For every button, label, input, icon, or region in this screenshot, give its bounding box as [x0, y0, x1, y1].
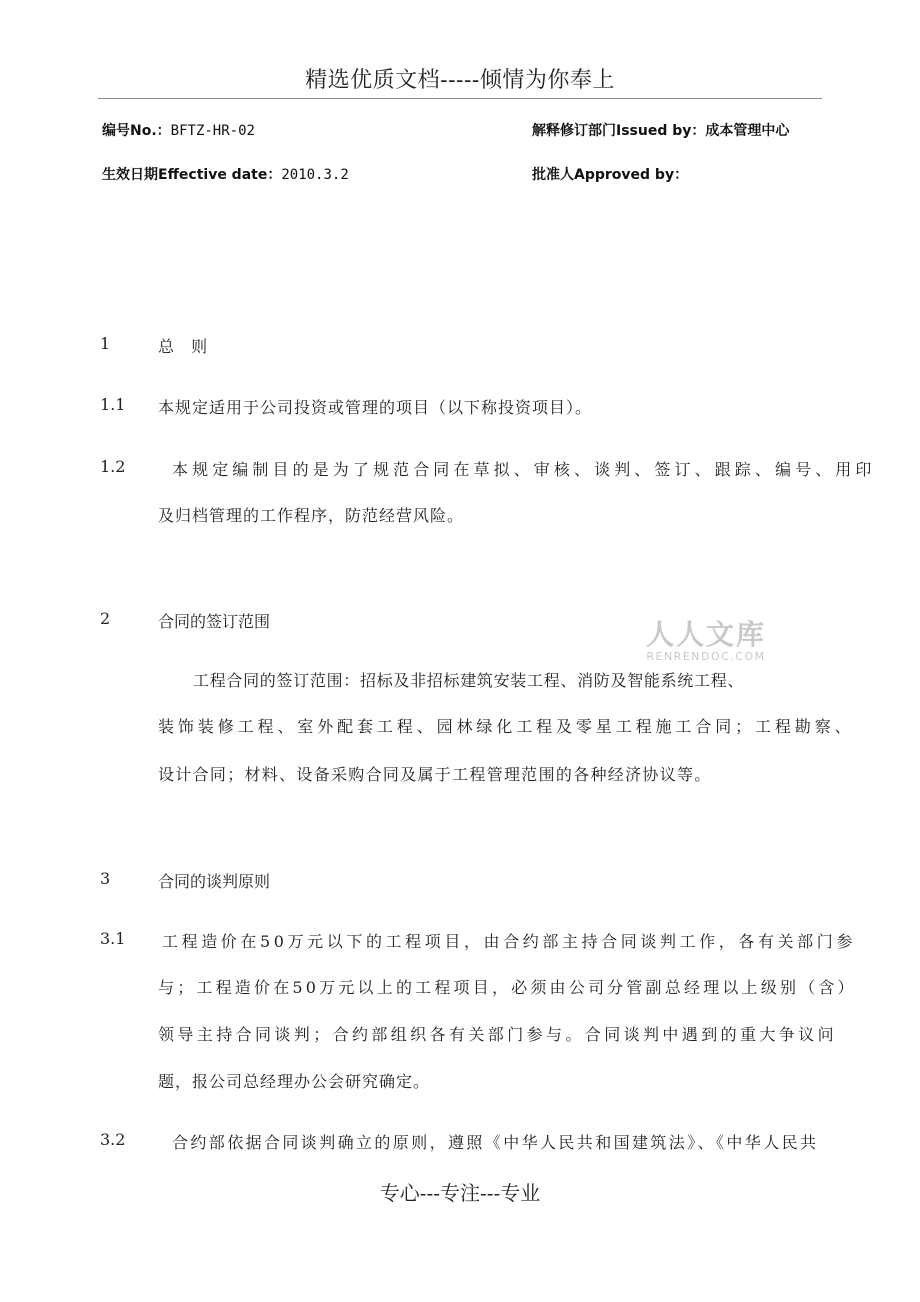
- section-3-number: 3: [100, 869, 111, 888]
- approved-by: [532, 164, 688, 184]
- approved-by-label: 批准人Approved by：: [532, 167, 689, 183]
- header-divider: [98, 98, 822, 99]
- clause-3-1-line-2: 与；工程造价在50万元以上的工程项目，必须由公司分管副总经理以上级别（含）: [158, 978, 857, 997]
- clause-3-1-number: 3.1: [100, 929, 126, 948]
- clause-3-1-line-3: 领导主持合同谈判；合约部组织各有关部门参与。合同谈判中遇到的重大争议问: [158, 1025, 838, 1044]
- section-2-number: 2: [100, 609, 111, 628]
- clause-1-2-line-2: 及归档管理的工作程序，防范经营风险。: [158, 506, 465, 525]
- issued-by-label: 解释修订部门Issued by：: [532, 123, 706, 139]
- effective-date-label: 生效日期Effective date：: [102, 167, 282, 183]
- clause-3-2-number: 3.2: [100, 1130, 126, 1149]
- clause-1-1-number: 1.1: [100, 395, 126, 414]
- issued-by-value: 成本管理中心: [705, 123, 790, 139]
- document-number-value: BFTZ-HR-02: [170, 123, 255, 139]
- section-2-title: 合同的签订范围: [158, 612, 271, 631]
- clause-3-1-line-1: 工程造价在50万元以下的工程项目，由合约部主持合同谈判工作，各有关部门参: [162, 932, 856, 951]
- watermark-cn-text: 人人文库: [646, 618, 767, 651]
- page-footer: 专心---专注---专业: [379, 1181, 541, 1205]
- effective-date-value: 2010.3.2: [281, 167, 349, 183]
- watermark-en-text: RENRENDOC.COM: [646, 650, 766, 663]
- renrendoc-watermark: [646, 620, 766, 663]
- clause-3-1-line-4: 题，报公司总经理办公会研究确定。: [158, 1072, 431, 1091]
- clause-1-2-number: 1.2: [100, 457, 126, 476]
- section-1-number: 1: [100, 334, 111, 353]
- issued-by: [532, 120, 789, 140]
- document-number: [102, 120, 255, 140]
- page-header-title: 精选优质文档-----倾情为你奉上: [305, 68, 615, 93]
- clause-1-1-text: 本规定适用于公司投资或管理的项目（以下称投资项目）。: [158, 398, 593, 417]
- effective-date: [102, 164, 349, 184]
- section-2-line-3: 设计合同；材料、设备采购合同及属于工程管理范围的各种经济协议等。: [158, 765, 712, 784]
- section-2-line-1: 工程合同的签订范围：招标及非招标建筑安装工程、消防及智能系统工程、: [193, 671, 745, 690]
- section-3-title: 合同的谈判原则: [158, 872, 271, 891]
- section-2-line-2: 装饰装修工程、室外配套工程、园林绿化工程及零星工程施工合同；工程勘察、: [158, 717, 855, 736]
- clause-1-2-line-1: 本规定编制目的是为了规范合同在草拟、审核、谈判、签订、跟踪、编号、用印: [172, 460, 876, 479]
- clause-3-2-line-1: 合约部依据合同谈判确立的原则，遵照《中华人民共和国建筑法》、《中华人民共: [172, 1133, 819, 1152]
- section-1-title: 总 则: [158, 337, 214, 356]
- document-number-label: 编号No.：: [102, 123, 171, 139]
